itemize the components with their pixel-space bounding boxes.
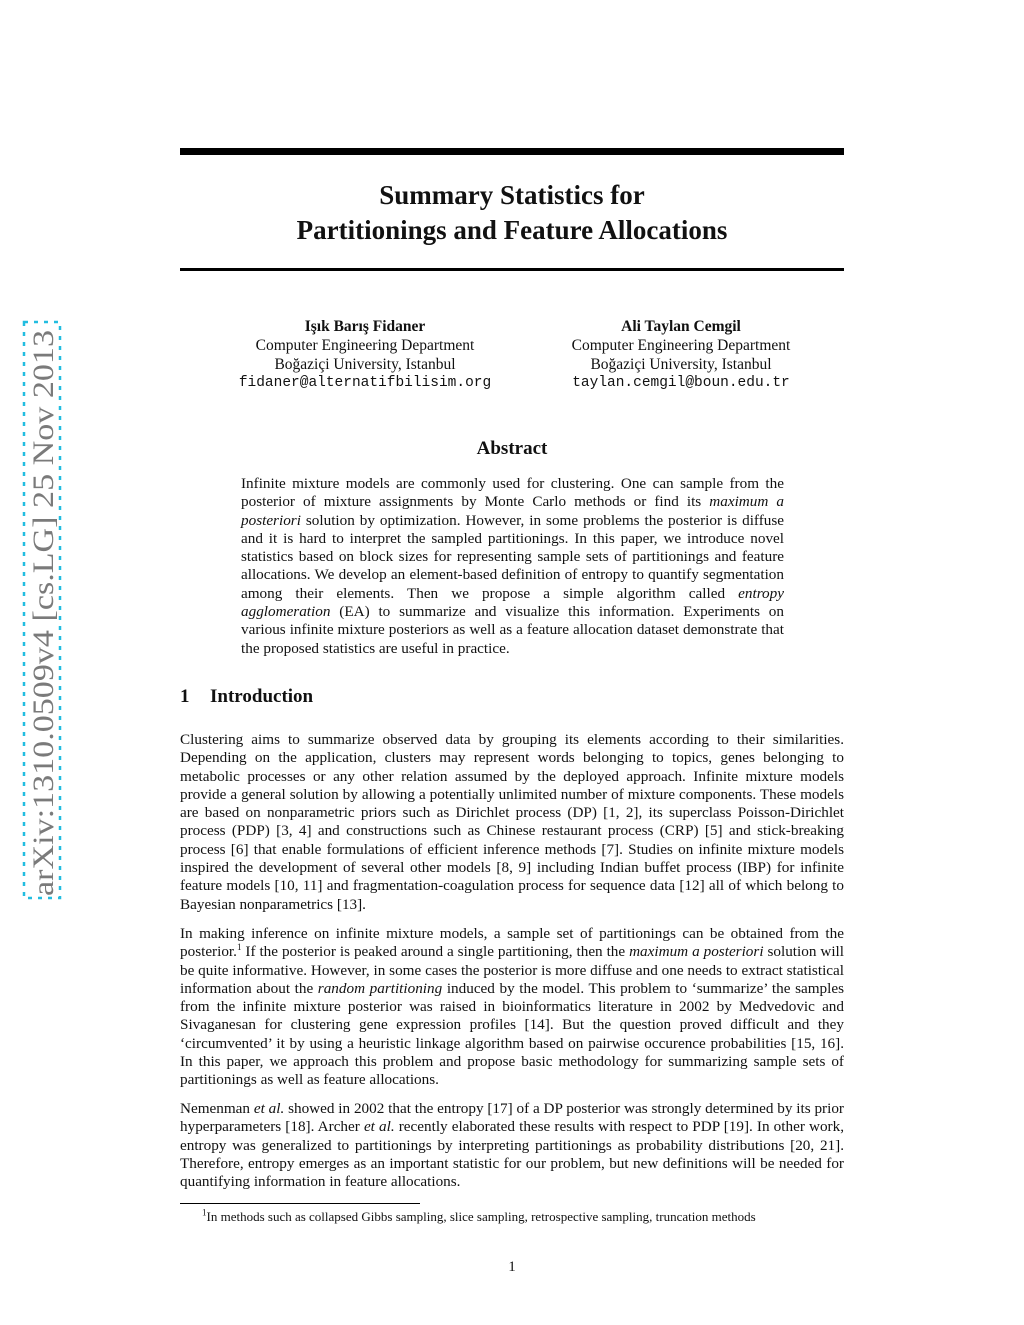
- p2-text-b: If the posterior is peaked around a single partitioning, then the: [241, 943, 630, 961]
- abstract-heading: Abstract: [476, 438, 548, 459]
- footnote-text: In methods such as collapsed Gibbs sampling, slice sampling, retrospective sampling, truncation methods: [206, 1209, 756, 1224]
- p3-text-a: Nemenman: [180, 1100, 254, 1117]
- author-email[interactable]: taylan.cemgil@boun.edu.tr: [572, 375, 790, 391]
- abstract-text-2: solution by optimization. However, in some problems the posterior is diffuse and it is hard to interpret the sampled partitionings. In this paper, we introduce novel statistics based on block sizes for representing sample sets of partitionings and feature allocations. We develop an element-based definition of entropy to quantify segmentation among their elements. Then we propose a simple algorithm called: [241, 511, 784, 602]
- footnote-marker[interactable]: 1: [236, 942, 242, 953]
- footnote-rule: [180, 1203, 420, 1204]
- footnote-mark: 1: [202, 1207, 207, 1218]
- author-affiliation: Boğaziçi University, Istanbul: [274, 356, 456, 373]
- title-rule-bottom: [180, 268, 844, 271]
- p3-emphasis-etal-2: et al.: [363, 1118, 395, 1136]
- p2-text-f: induced by the model. This problem to ‘summarize’ the samples from the infinite mixture posterior was raised in bioinformatics literature in 2002 by Medvedovic and Sivaganesan for clustering gene expression profiles [14]. But the question proved difficult and they ‘circumvented’ it by using a heuristic linkage algorithm based on pairwise occurence probabilities [15, 16]. In this paper, we approach this problem and propose basic methodology for summarizing sample sets of partitionings as well as feature allocations.: [180, 979, 844, 1089]
- author-department: Computer Engineering Department: [255, 337, 475, 354]
- abstract-emphasis-ea: entropy agglomeration: [241, 584, 784, 621]
- arxiv-stamp-text: arXiv:1310.0509v4 [cs.LG] 25 Nov 2013: [27, 397, 60, 896]
- abstract-body: [241, 475, 784, 658]
- author-name: Ali Taylan Cemgil: [621, 318, 741, 335]
- p2-emphasis-random-partitioning: random partitioning: [317, 979, 443, 997]
- paper-title: [180, 178, 844, 248]
- title-line-1: Summary Statistics for: [379, 180, 645, 210]
- arxiv-stamp-graphic: [22, 320, 62, 900]
- p2-text-a: In making inference on infinite mixture models, a sample set of partitionings can be obtained from the posterior.: [180, 925, 844, 961]
- abstract-emphasis-map: maximum a posteriori: [241, 493, 784, 529]
- footnote: [202, 1209, 852, 1225]
- arxiv-stamp: [22, 320, 62, 900]
- section-title: Introduction: [210, 686, 314, 707]
- p3-emphasis-etal-1: et al.: [253, 1100, 285, 1117]
- author-name: Işık Barış Fidaner: [304, 318, 426, 335]
- author-email[interactable]: fidaner@alternatifbilisim.org: [238, 375, 492, 391]
- p2-emphasis-map: maximum a posteriori: [629, 943, 764, 961]
- author-block-1: [200, 317, 530, 393]
- intro-paragraph-2: [180, 925, 844, 1090]
- page-number: 1: [508, 1259, 516, 1275]
- p3-text-c: showed in 2002 that the entropy [17] of a DP posterior was strongly determined by its prior hyperparameters [18]. Archer: [180, 1100, 844, 1136]
- abstract-text-1: Infinite mixture models are commonly used for clustering. One can sample from the posterior of mixture assignments by Monte Carlo methods or find its: [241, 475, 784, 511]
- p3-text-e: recently elaborated these results with respect to PDP [19]. In other work, entropy was generalized to partitionings by interpreting partitionings as probability distributions [20, 21]. Therefore, entropy emerges as an important statistic for our problem, but new definitions will be needed for quantifying information in feature allocations.: [180, 1118, 844, 1191]
- author-block-2: [516, 317, 846, 393]
- author-affiliation: Boğaziçi University, Istanbul: [590, 356, 772, 373]
- title-rule-top: [180, 148, 844, 155]
- p2-text-d: solution will be quite informative. However, in some cases the posterior is more diffuse and one needs to extract statistical information about the: [180, 943, 844, 997]
- section-number: 1: [180, 686, 190, 707]
- abstract-text-3: (EA) to summarize and visualize this information. Experiments on various infinite mixture posteriors as well as a feature allocation dataset demonstrate that the proposed statistics are useful in practice.: [241, 603, 784, 657]
- title-line-2: Partitionings and Feature Allocations: [296, 215, 728, 245]
- intro-paragraph-3: [180, 1100, 844, 1191]
- intro-paragraph-1: Clustering aims to summarize observed data by grouping its elements according to their similarities. Depending on the application, clusters may represent words belonging to topics, genes belonging to metabolic processes or any other relation assumed by the deployed approach. Infinite mixture models provide a general solution by allowing a potentially unlimited number of mixture components. These models are based on nonparametric priors such as Dirichlet process (DP) [1, 2], its superclass Poisson-Dirichlet process (PDP) [3, 4] and constructions such as Chinese restaurant process (CRP) [5] and stick-breaking process [6] that enable formulations of efficient inference methods [7]. Studies on infinite mixture models inspired the development of several other models [8, 9] including Indian buffet process (IBP) for infinite feature models [10, 11] and fragmentation-coagulation process for sequence data [12] all of which belong to Bayesian nonparametrics [13].: [180, 731, 844, 913]
- author-department: Computer Engineering Department: [571, 337, 791, 354]
- section-heading: [180, 686, 313, 708]
